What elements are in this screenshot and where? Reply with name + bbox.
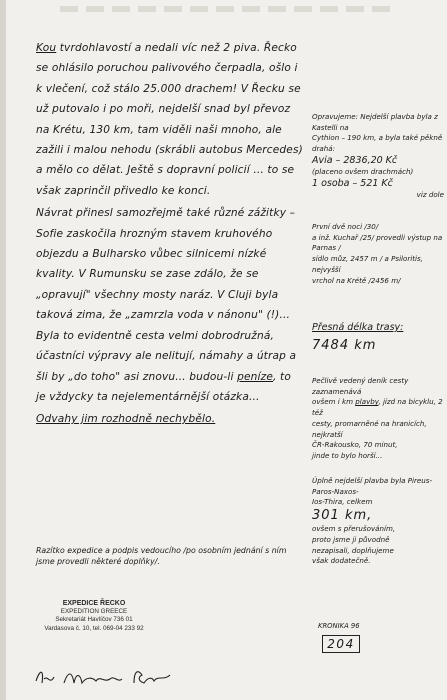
sidebar-price-line: Avia – 2836,20 Kč [312,154,398,166]
route-length-label: Přesná délka trasy: [312,322,404,333]
sidebar-line: však dodatečně. [312,556,371,566]
stamp-note: Razítko expedice a podpis vedoucího /po osobním jednání s ním jsme provedli některé doplňky/. [36,546,287,566]
sidebar-correction-block [312,112,444,200]
paragraph-2-text: Návrat přinesl samozřejmě také různé zážitky – Sofie zaskočila hrozným stavem kruhového objezdu a Bulharsko vůbec silnicemi nízké kvality. V Rumunsku se zase zdálo, že se „opravují" všechny mosty naráz. V Cluji byla taková zima, že „zamrzla voda v nánonu" (!)... Byla to evidentně cesta velmi dobrodružná, účastníci výpravy ale nelitují, námahy a útrap a šli by „do toho" asi znovu... budou-li [36,207,297,383]
paragraph-1 [36,38,304,201]
sidebar-line: Opravujeme: Nejdelší plavba byla z Kastelli na [312,112,438,132]
stamp-title: EXPEDICE ŘECKO [62,600,126,607]
sidebar-route-length-block [312,322,444,354]
kronika-label: KRONIKA 96 [318,622,360,630]
sidebar-line: ovšem i km [312,397,354,407]
sidebar-longest-voyage-block [312,476,444,567]
page-number: 204 [322,635,360,653]
sidebar-line: cesty, promarněné na hranicích, nejkratší [312,418,427,439]
sidebar-ascent-block [312,222,444,286]
voyage-length-value: 301 km, [312,508,373,524]
stamp-subtitle: EXPEDITION GREECE [60,608,128,616]
sidebar-line: jinde to bylo horší... [312,450,383,460]
handwritten-signature [34,665,174,689]
closing-sentence: Odvahy jim rozhodně nechybělo. [36,413,216,426]
sidebar-person-price: 1 osoba – 521 Kč [312,177,393,189]
sidebar-line: , jízd na bicyklu, 2 též [312,397,443,418]
sidebar-line: nezapisali, doplňujeme [312,545,394,555]
closing-line [36,409,304,429]
sidebar-line: První dvě noci /30/ [312,222,379,231]
sidebar-line: ovšem s přerušováním, [312,524,396,534]
sidebar-line: proto jsme ji původně [312,534,390,544]
sidebar-diary-block [312,376,444,462]
sidebar-line: (placeno ovšem drachmách) [312,166,414,176]
sidebar-line: Cythion – 190 km, a byla také pěkně drahá: [312,133,443,154]
underlined-money-word: peníze [237,370,273,383]
sidebar-line: viz dole [416,189,444,199]
sidebar-line: vrchol na Krétě /2456 m/ [312,275,401,285]
page-binding-edge [0,0,6,700]
sidebar-line: Úplně nejdelší plavba byla Pireus-Paros-Naxos- [312,476,433,496]
paragraph-1-text: tvrdohlavostí a nedali víc než 2 piva. Řecko se ohlásilo poruchou palivového čerpadla, ošlo i k vlečení, což stálo 25.000 drachem! V Řecku se už putovalo i po moři, nejdelší snad byl převoz na Krétu, 130 km, tam viděli naši mnoho, ale zažili i malou nehodu (skrábli autobus Mercedes) a mělo co dělat. Ještě s dopravní policií ... to se však zaprinčil přivedlo ke konci. [36,42,303,197]
stamp-contact: Vardasova č. 10, tel. 069-04 233 92 [44,624,144,632]
sidebar-line: ČR-Rakousko, 70 minut, [312,440,398,450]
faint-header-bleed [60,6,390,12]
main-handwritten-text [36,38,304,430]
sidebar-line: sídlo můz, 2457 m / a Psiloritis, nejvyšší [312,254,423,274]
sidebar-line: Pečlivě vedený deník cesty zaznamenává [312,376,409,396]
sidebar-line: Ios-Thira, celkem [312,497,373,507]
expedition-stamp [32,600,156,633]
stamp-address: Sekretariát Havlíčov 736 01 [55,616,133,624]
first-word-underlined: Kou [36,42,57,54]
route-length-value: 7484 km [312,338,377,353]
paragraph-2-end: , to je vždycky ta nejelementárnější otázka... [36,370,291,403]
sidebar-underlined-word: plavby [355,397,379,407]
sidebar-line: a inž. Kuchař /25/ provedli výstup na Parnas / [312,232,443,253]
paragraph-2 [36,203,304,407]
